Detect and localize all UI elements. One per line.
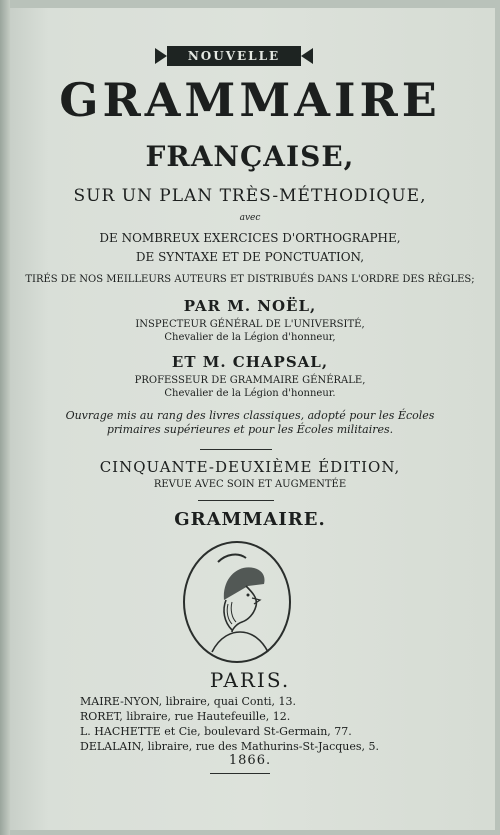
syntaxe-line: DE SYNTAXE ET DE PONCTUATION, [135, 250, 365, 264]
author-chapsal-honor: Chevalier de la Légion d'honneur. [164, 388, 336, 399]
book-subtitle: SUR UN PLAN TRÈS-MÉTHODIQUE, [73, 186, 427, 206]
author-chapsal-role: PROFESSEUR DE GRAMMAIRE GÉNÉRALE, [134, 375, 366, 386]
divider-rule [210, 773, 270, 774]
banner-right-ornament [301, 48, 313, 64]
book-title: GRAMMAIRE [59, 73, 441, 127]
adoption-note-line1: Ouvrage mis au rang des livres classiques, adopté pour les Écoles [65, 409, 435, 422]
publisher-line: DELALAIN, libraire, rue des Mathurins-St-Jacques, 5. [80, 740, 380, 753]
author-noel: PAR M. NOËL, [183, 297, 317, 315]
book-title-francaise: FRANÇAISE, [145, 140, 355, 173]
exercices-line: DE NOMBREUX EXERCICES D'ORTHOGRAPHE, [99, 231, 401, 245]
banner-text: NOUVELLE [167, 46, 301, 66]
publisher-line: MAIRE-NYON, libraire, quai Conti, 13. [80, 695, 297, 708]
publisher-line: RORET, libraire, rue Hautefeuille, 12. [80, 710, 291, 723]
publisher-line: L. HACHETTE et Cie, boulevard St-Germain, 77. [80, 725, 352, 738]
edition-line: CINQUANTE-DEUXIÈME ÉDITION, [99, 458, 401, 476]
city: PARIS. [209, 668, 291, 692]
section-title: GRAMMAIRE. [174, 509, 326, 530]
author-noel-role: INSPECTEUR GÉNÉRAL DE L'UNIVERSITÉ, [135, 319, 365, 330]
adoption-note-line2: primaires supérieures et pour les Écoles militaires. [106, 423, 394, 436]
author-chapsal: ET M. CHAPSAL, [171, 353, 329, 371]
revision-line: REVUE AVEC SOIN ET AUGMENTÉE [153, 479, 347, 490]
nouvelle-banner [155, 46, 313, 66]
divider-rule [198, 500, 274, 501]
author-noel-honor: Chevalier de la Légion d'honneur, [164, 332, 336, 343]
tires-line: TIRÉS DE NOS MEILLEURS AUTEURS ET DISTRIBUÉS DANS L'ORDRE DES RÈGLES; [25, 274, 475, 285]
divider-rule [200, 449, 272, 450]
publication-year: 1866. [228, 753, 272, 768]
avec-word: avec [239, 213, 261, 223]
banner-left-ornament [155, 48, 167, 64]
minerva-head-medallion-icon [182, 540, 292, 664]
